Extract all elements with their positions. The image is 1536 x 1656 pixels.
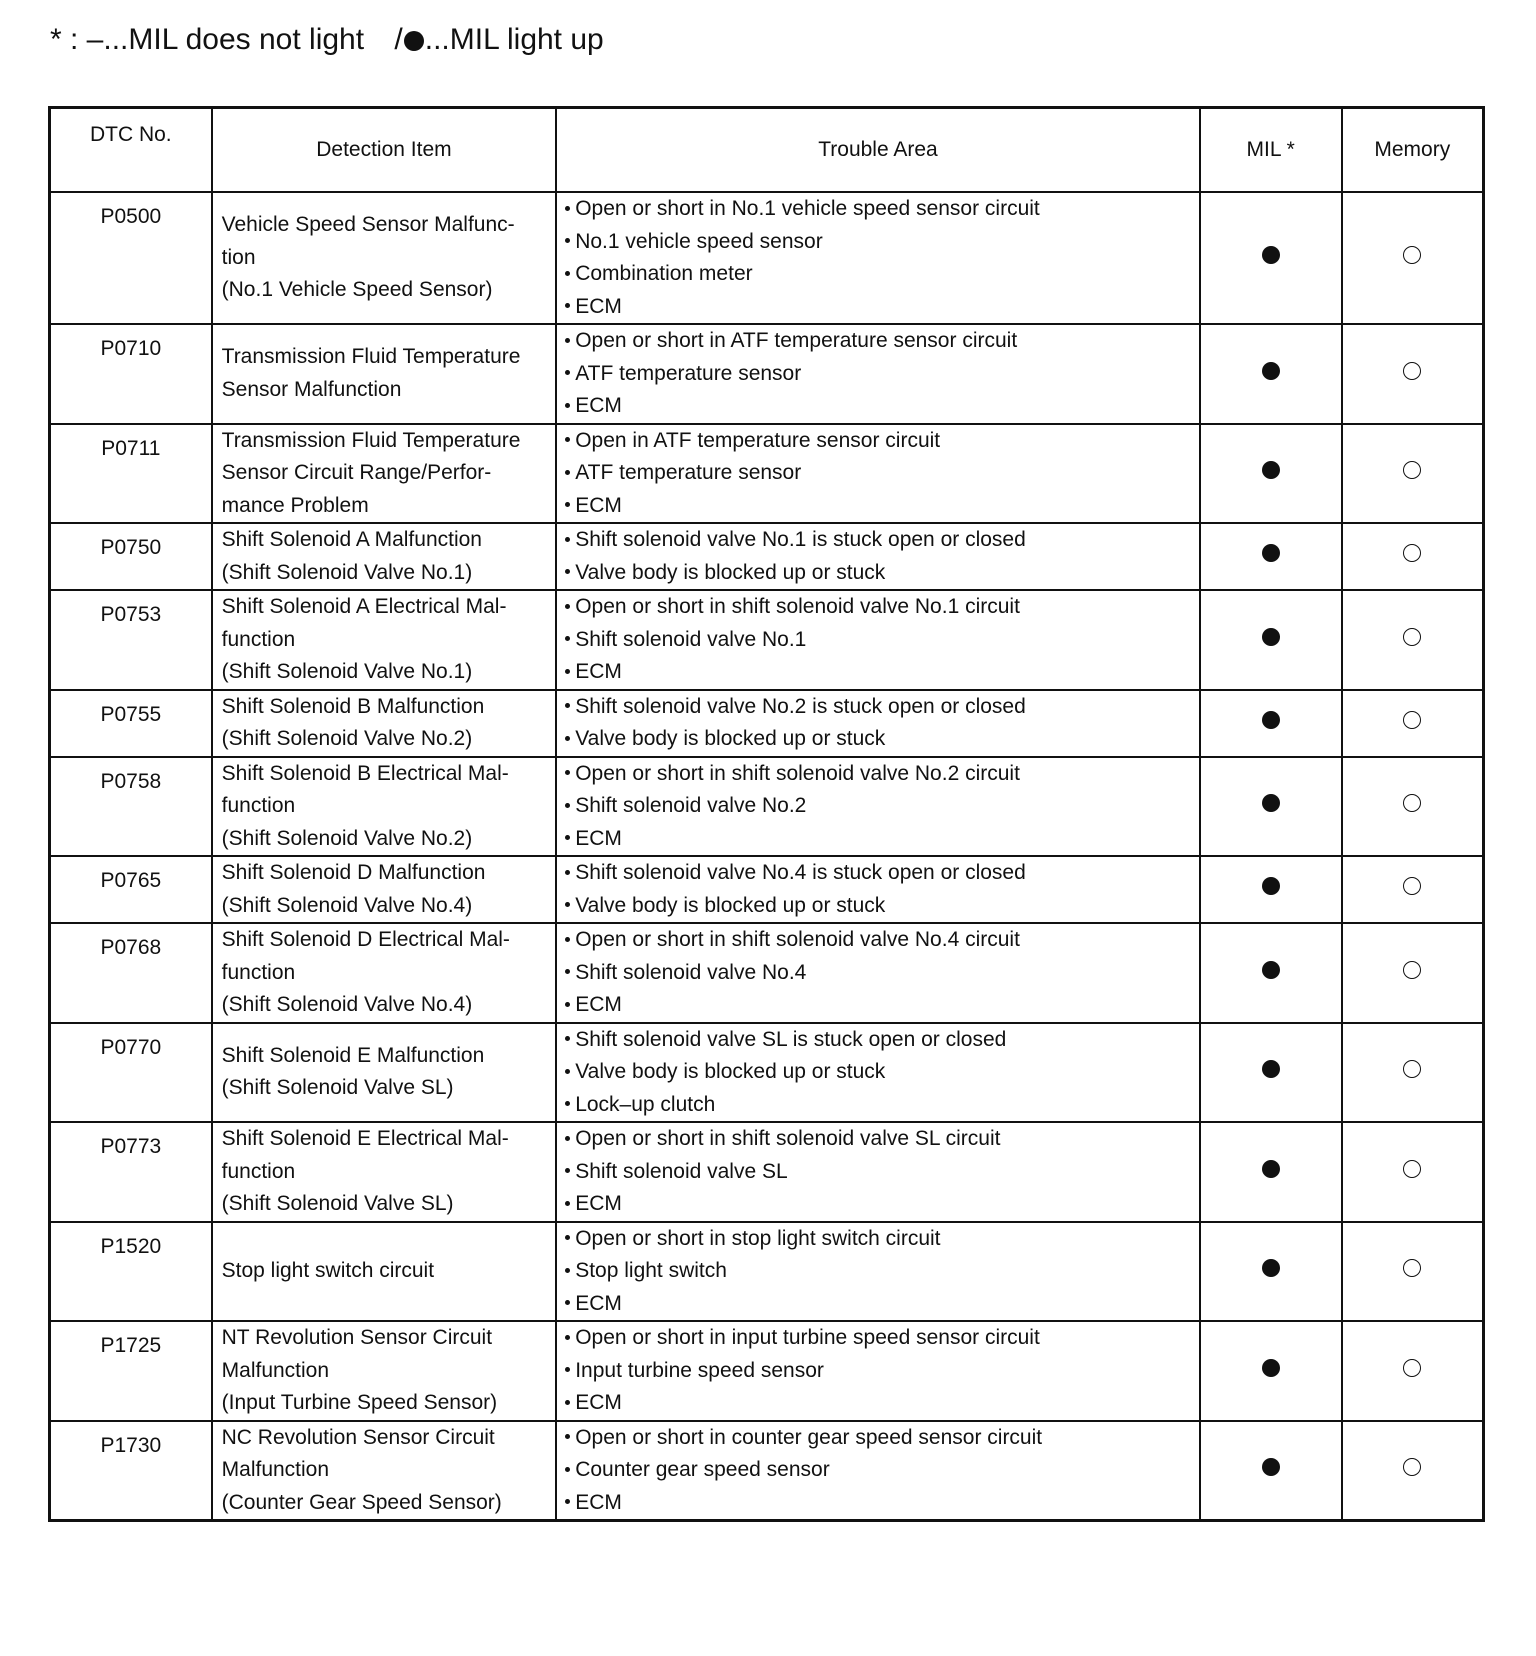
trouble-area-item — [565, 291, 1193, 324]
mil-lit-icon — [1262, 961, 1280, 979]
memory-circle-icon — [1403, 461, 1421, 479]
trouble-area-text: ECM — [575, 294, 622, 318]
memory-cell — [1342, 856, 1484, 923]
detection-item — [212, 1122, 557, 1222]
detection-item-line: (Shift Solenoid Valve No.2) — [221, 826, 473, 850]
trouble-area-text: Shift solenoid valve No.2 is stuck open or closed — [575, 694, 1026, 718]
detection-item — [212, 923, 557, 1023]
trouble-area-item — [565, 1355, 1193, 1388]
trouble-area-item — [565, 226, 1193, 259]
bullet-icon — [565, 303, 570, 308]
detection-item-line: mance Problem — [221, 493, 369, 517]
mil-lit-icon — [1262, 461, 1280, 479]
dtc-code: P0758 — [50, 757, 212, 857]
detection-item-line: (Shift Solenoid Valve No.4) — [221, 993, 473, 1016]
trouble-area — [556, 923, 1200, 1023]
bullet-icon — [565, 1367, 570, 1372]
trouble-area-item — [565, 957, 1193, 990]
legend-not-light: * : –...MIL does not light — [50, 23, 365, 56]
mil-cell — [1200, 192, 1342, 324]
bullet-icon — [565, 1201, 570, 1206]
bullet-icon — [565, 736, 570, 741]
bullet-icon — [565, 1235, 570, 1240]
bullet-icon — [565, 937, 570, 942]
detection-item-line: Shift Solenoid A Malfunction — [221, 528, 482, 551]
detection-item-line: Sensor Circuit Range/Perfor- — [221, 461, 492, 484]
mil-lit-icon — [1262, 1160, 1280, 1178]
table-row — [50, 1421, 1484, 1521]
detection-item — [212, 856, 557, 923]
detection-item-line: Stop light switch circuit — [221, 1259, 435, 1282]
mil-cell — [1200, 1321, 1342, 1421]
dtc-code: P1725 — [50, 1321, 212, 1421]
trouble-area-text: Shift solenoid valve SL is stuck open or closed — [575, 1027, 1007, 1051]
trouble-area-item — [565, 624, 1193, 657]
memory-cell — [1342, 1122, 1484, 1222]
trouble-area — [556, 1122, 1200, 1222]
trouble-area — [556, 757, 1200, 857]
detection-item — [212, 1023, 557, 1123]
trouble-area-item — [565, 1223, 1193, 1256]
bullet-icon — [565, 370, 570, 375]
trouble-area-item — [565, 1288, 1193, 1321]
bullet-icon — [565, 703, 570, 708]
bullet-icon — [565, 1136, 570, 1141]
trouble-area-text: Open or short in shift solenoid valve No.2 circuit — [575, 761, 1020, 785]
dtc-code: P0710 — [50, 324, 212, 424]
detection-item-line: Shift Solenoid B Malfunction — [221, 694, 485, 718]
trouble-area-item — [565, 1487, 1193, 1520]
bullet-icon — [565, 1499, 570, 1504]
trouble-area-item — [565, 358, 1193, 391]
bullet-icon — [565, 1400, 570, 1405]
bullet-icon — [565, 569, 570, 574]
table-row — [50, 590, 1484, 690]
detection-item-line: (Shift Solenoid Valve No.2) — [221, 727, 473, 750]
trouble-area-item — [565, 857, 1193, 890]
memory-circle-icon — [1403, 246, 1421, 264]
detection-item-line: Sensor Malfunction — [221, 377, 402, 401]
detection-item-line: Shift Solenoid D Electrical Mal- — [221, 928, 510, 951]
dtc-code: P0765 — [50, 856, 212, 923]
detection-item — [212, 523, 557, 590]
dtc-code: P0711 — [50, 424, 212, 524]
trouble-area-item — [565, 1024, 1193, 1057]
trouble-area — [556, 1023, 1200, 1123]
trouble-area-item — [565, 656, 1193, 689]
dtc-code: P1730 — [50, 1421, 212, 1521]
dtc-code: P0753 — [50, 590, 212, 690]
trouble-area-item — [565, 1387, 1193, 1420]
mil-cell — [1200, 523, 1342, 590]
detection-item — [212, 590, 557, 690]
bullet-icon — [565, 206, 570, 211]
trouble-area-item — [565, 524, 1193, 557]
bullet-icon — [565, 238, 570, 243]
trouble-area-item — [565, 1422, 1193, 1455]
detection-item-line: Malfunction — [221, 1458, 330, 1481]
mil-lit-icon — [1262, 628, 1280, 646]
bullet-icon — [565, 604, 570, 609]
detection-item — [212, 690, 557, 757]
trouble-area-text: Valve body is blocked up or stuck — [575, 560, 886, 584]
bullet-icon — [565, 403, 570, 408]
detection-item-line: (Shift Solenoid Valve No.1) — [221, 560, 473, 584]
trouble-area-item — [565, 1322, 1193, 1355]
table-row — [50, 192, 1484, 324]
header-dtc-no: DTC No. — [50, 108, 212, 193]
detection-item-line: Shift Solenoid A Electrical Mal- — [221, 595, 507, 618]
dtc-code: P0773 — [50, 1122, 212, 1222]
mil-lit-icon — [1262, 1458, 1280, 1476]
bullet-icon — [565, 1335, 570, 1340]
detection-item-line: function — [221, 960, 296, 984]
memory-cell — [1342, 757, 1484, 857]
table-row — [50, 757, 1484, 857]
bullet-icon — [565, 902, 570, 907]
trouble-area-text: ATF temperature sensor — [575, 361, 802, 385]
dtc-code: P0755 — [50, 690, 212, 757]
mil-lit-icon — [1262, 246, 1280, 264]
memory-cell — [1342, 1321, 1484, 1421]
trouble-area-text: ECM — [575, 1291, 622, 1315]
mil-cell — [1200, 1122, 1342, 1222]
mil-lit-icon — [1262, 794, 1280, 812]
bullet-icon — [565, 803, 570, 808]
bullet-icon — [565, 1168, 570, 1173]
table-row — [50, 324, 1484, 424]
trouble-area — [556, 424, 1200, 524]
trouble-area-item — [565, 790, 1193, 823]
mil-cell — [1200, 923, 1342, 1023]
memory-circle-icon — [1403, 961, 1421, 979]
trouble-area-item — [565, 723, 1193, 756]
trouble-area-text: ECM — [575, 993, 622, 1016]
bullet-icon — [565, 1002, 570, 1007]
trouble-area-text: ECM — [575, 1391, 622, 1414]
memory-circle-icon — [1403, 877, 1421, 895]
table-row — [50, 1321, 1484, 1421]
bullet-icon — [565, 669, 570, 674]
trouble-area-text: Shift solenoid valve No.1 is stuck open or closed — [575, 528, 1026, 551]
trouble-area-item — [565, 1156, 1193, 1189]
trouble-area-text: Counter gear speed sensor — [575, 1458, 830, 1481]
legend — [50, 20, 604, 60]
mil-lit-icon — [1262, 1359, 1280, 1377]
detection-item-line: (Counter Gear Speed Sensor) — [221, 1490, 502, 1514]
memory-cell — [1342, 690, 1484, 757]
bullet-icon — [565, 870, 570, 875]
mil-lit-icon — [1262, 362, 1280, 380]
trouble-area-item — [565, 823, 1193, 856]
trouble-area-text: Shift solenoid valve SL — [575, 1159, 788, 1183]
trouble-area-item — [565, 1255, 1193, 1288]
dtc-code: P0750 — [50, 523, 212, 590]
trouble-area-item — [565, 457, 1193, 490]
detection-item-line: (No.1 Vehicle Speed Sensor) — [221, 278, 493, 302]
mil-cell — [1200, 1222, 1342, 1322]
trouble-area-text: Stop light switch — [575, 1259, 727, 1282]
trouble-area-item — [565, 1089, 1193, 1122]
memory-cell — [1342, 523, 1484, 590]
bullet-icon — [565, 437, 570, 442]
detection-item-line: NT Revolution Sensor Circuit — [221, 1326, 493, 1349]
memory-cell — [1342, 1023, 1484, 1123]
mil-cell — [1200, 590, 1342, 690]
memory-cell — [1342, 424, 1484, 524]
trouble-area-item — [565, 557, 1193, 590]
mil-cell — [1200, 757, 1342, 857]
bullet-icon — [565, 1300, 570, 1305]
memory-cell — [1342, 192, 1484, 324]
trouble-area-item — [565, 258, 1193, 291]
trouble-area-text: Valve body is blocked up or stuck — [575, 727, 886, 750]
detection-item-line: NC Revolution Sensor Circuit — [221, 1425, 495, 1449]
mil-lit-icon — [1262, 711, 1280, 729]
trouble-area-item — [565, 490, 1193, 523]
detection-item-line: (Input Turbine Speed Sensor) — [221, 1391, 498, 1414]
trouble-area-text: Open or short in stop light switch circuit — [575, 1226, 941, 1250]
detection-item-line: Vehicle Speed Sensor Malfunc- — [221, 213, 515, 237]
trouble-area-text: Open or short in ATF temperature sensor circuit — [575, 329, 1018, 352]
table-row — [50, 1222, 1484, 1322]
dtc-code: P0768 — [50, 923, 212, 1023]
trouble-area-text: ATF temperature sensor — [575, 461, 802, 484]
memory-cell — [1342, 324, 1484, 424]
bullet-icon — [565, 1467, 570, 1472]
bullet-icon — [565, 969, 570, 974]
memory-circle-icon — [1403, 1060, 1421, 1078]
trouble-area — [556, 590, 1200, 690]
legend-separator: / — [394, 23, 403, 56]
legend-light-up: ...MIL light up — [424, 23, 604, 56]
trouble-area-text: Lock–up clutch — [575, 1092, 716, 1116]
memory-circle-icon — [1403, 1259, 1421, 1277]
detection-item-line: Shift Solenoid E Malfunction — [221, 1043, 485, 1067]
bullet-icon — [565, 835, 570, 840]
memory-cell — [1342, 1222, 1484, 1322]
table-row — [50, 424, 1484, 524]
trouble-area-text: Valve body is blocked up or stuck — [575, 893, 886, 917]
mil-lit-icon — [1262, 1060, 1280, 1078]
mil-cell — [1200, 1023, 1342, 1123]
trouble-area — [556, 1321, 1200, 1421]
header-memory: Memory — [1342, 108, 1484, 193]
detection-item-line: Shift Solenoid E Electrical Mal- — [221, 1127, 509, 1150]
trouble-area — [556, 1421, 1200, 1521]
detection-item — [212, 1222, 557, 1322]
detection-item-line: function — [221, 1159, 296, 1183]
mil-cell — [1200, 324, 1342, 424]
detection-item-line: (Shift Solenoid Valve SL) — [221, 1076, 454, 1100]
trouble-area-item — [565, 691, 1193, 724]
detection-item-line: (Shift Solenoid Valve No.4) — [221, 893, 473, 917]
table-row — [50, 923, 1484, 1023]
trouble-area-text: Shift solenoid valve No.4 — [575, 960, 807, 984]
mil-lit-icon — [1262, 877, 1280, 895]
memory-cell — [1342, 923, 1484, 1023]
detection-item — [212, 192, 557, 324]
mil-cell — [1200, 856, 1342, 923]
dtc-code: P1520 — [50, 1222, 212, 1322]
memory-circle-icon — [1403, 794, 1421, 812]
trouble-area-item — [565, 890, 1193, 923]
memory-circle-icon — [1403, 1458, 1421, 1476]
trouble-area-text: ECM — [575, 660, 622, 683]
trouble-area-item — [565, 425, 1193, 458]
trouble-area-item — [565, 1188, 1193, 1221]
dtc-code: P0770 — [50, 1023, 212, 1123]
detection-item-line: function — [221, 627, 296, 651]
trouble-area-text: Shift solenoid valve No.1 — [575, 627, 807, 651]
trouble-area-item — [565, 325, 1193, 358]
memory-cell — [1342, 1421, 1484, 1521]
detection-item-line: Shift Solenoid B Electrical Mal- — [221, 761, 509, 785]
detection-item — [212, 324, 557, 424]
filled-dot-icon — [404, 31, 424, 51]
mil-cell — [1200, 1421, 1342, 1521]
trouble-area-text: Open or short in counter gear speed sensor circuit — [575, 1425, 1043, 1449]
table-row — [50, 1023, 1484, 1123]
bullet-icon — [565, 1434, 570, 1439]
trouble-area-text: ECM — [575, 1192, 622, 1215]
bullet-icon — [565, 636, 570, 641]
detection-item — [212, 424, 557, 524]
trouble-area-text: Valve body is blocked up or stuck — [575, 1060, 886, 1083]
trouble-area-text: ECM — [575, 394, 622, 417]
header-mil: MIL * — [1200, 108, 1342, 193]
mil-cell — [1200, 690, 1342, 757]
table-row — [50, 690, 1484, 757]
bullet-icon — [565, 271, 570, 276]
bullet-icon — [565, 502, 570, 507]
detection-item-line: (Shift Solenoid Valve No.1) — [221, 660, 473, 683]
detection-item — [212, 1321, 557, 1421]
trouble-area-text: Input turbine speed sensor — [575, 1358, 824, 1382]
trouble-area-item — [565, 193, 1193, 226]
trouble-area — [556, 856, 1200, 923]
detection-item — [212, 757, 557, 857]
mil-lit-icon — [1262, 544, 1280, 562]
table-header-row — [50, 108, 1484, 193]
trouble-area — [556, 192, 1200, 324]
detection-item-line: Shift Solenoid D Malfunction — [221, 861, 486, 884]
bullet-icon — [565, 1101, 570, 1106]
trouble-area — [556, 324, 1200, 424]
bullet-icon — [565, 1069, 570, 1074]
trouble-area-text: Open or short in input turbine speed sensor circuit — [575, 1326, 1040, 1349]
table-row — [50, 1122, 1484, 1222]
memory-circle-icon — [1403, 628, 1421, 646]
detection-item-line: (Shift Solenoid Valve SL) — [221, 1192, 454, 1215]
memory-circle-icon — [1403, 362, 1421, 380]
detection-item-line: Transmission Fluid Temperature — [221, 428, 521, 452]
trouble-area-text: Shift solenoid valve No.4 is stuck open or closed — [575, 861, 1026, 884]
trouble-area-item — [565, 1454, 1193, 1487]
trouble-area-text: Open or short in shift solenoid valve No.1 circuit — [575, 595, 1020, 618]
memory-circle-icon — [1403, 1359, 1421, 1377]
trouble-area-text: Shift solenoid valve No.2 — [575, 794, 807, 817]
detection-item-line: tion — [221, 245, 256, 269]
trouble-area-item — [565, 1056, 1193, 1089]
trouble-area-text: Open or short in shift solenoid valve No.4 circuit — [575, 928, 1020, 951]
mil-lit-icon — [1262, 1259, 1280, 1277]
trouble-area-text: Open in ATF temperature sensor circuit — [575, 428, 941, 452]
table-row — [50, 856, 1484, 923]
trouble-area-item — [565, 989, 1193, 1022]
header-trouble-area: Trouble Area — [556, 108, 1200, 193]
trouble-area-item — [565, 924, 1193, 957]
memory-circle-icon — [1403, 1160, 1421, 1178]
bullet-icon — [565, 1036, 570, 1041]
detection-item-line: Transmission Fluid Temperature — [221, 345, 521, 369]
mil-cell — [1200, 424, 1342, 524]
trouble-area-text: ECM — [575, 1490, 622, 1514]
detection-item-line: function — [221, 794, 296, 817]
trouble-area-text: ECM — [575, 826, 622, 850]
detection-item-line: Malfunction — [221, 1358, 330, 1382]
trouble-area-text: ECM — [575, 493, 622, 517]
trouble-area-item — [565, 390, 1193, 423]
bullet-icon — [565, 1268, 570, 1273]
trouble-area-item — [565, 1123, 1193, 1156]
header-detection-item: Detection Item — [212, 108, 557, 193]
bullet-icon — [565, 338, 570, 343]
trouble-area-text: Combination meter — [575, 262, 753, 285]
memory-circle-icon — [1403, 544, 1421, 562]
trouble-area-text: No.1 vehicle speed sensor — [575, 229, 823, 253]
bullet-icon — [565, 537, 570, 542]
trouble-area — [556, 690, 1200, 757]
memory-circle-icon — [1403, 711, 1421, 729]
bullet-icon — [565, 470, 570, 475]
dtc-table — [48, 106, 1485, 1522]
trouble-area — [556, 1222, 1200, 1322]
trouble-area-text: Open or short in shift solenoid valve SL circuit — [575, 1127, 1001, 1150]
memory-cell — [1342, 590, 1484, 690]
table-row — [50, 523, 1484, 590]
trouble-area-item — [565, 758, 1193, 791]
detection-item — [212, 1421, 557, 1521]
trouble-area — [556, 523, 1200, 590]
dtc-code: P0500 — [50, 192, 212, 324]
trouble-area-item — [565, 591, 1193, 624]
bullet-icon — [565, 770, 570, 775]
trouble-area-text: Open or short in No.1 vehicle speed sensor circuit — [575, 197, 1040, 220]
